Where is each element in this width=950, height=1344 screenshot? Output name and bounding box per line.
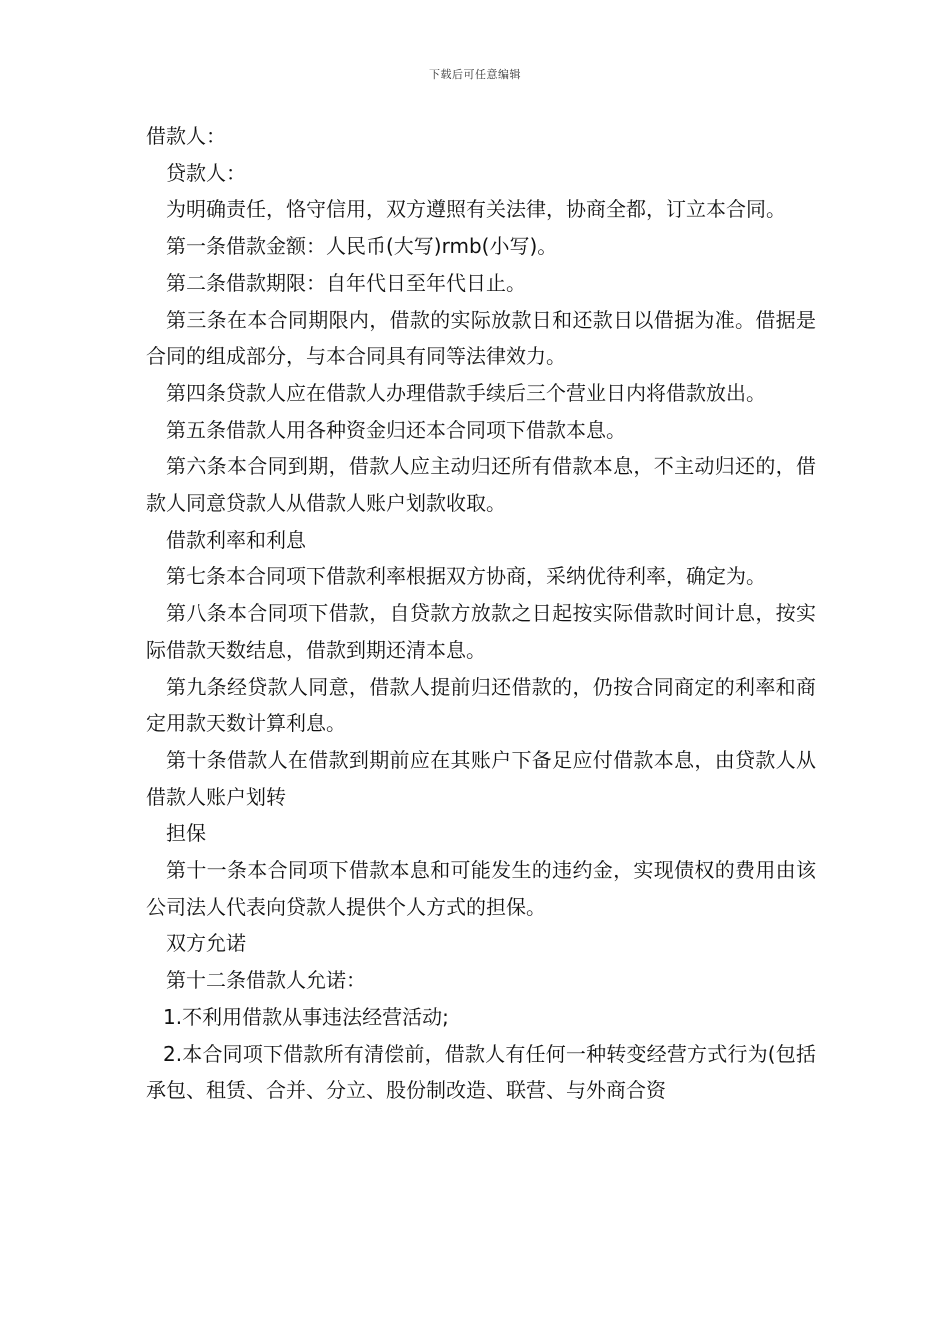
section-heading-interest: 借款利率和利息	[166, 527, 306, 552]
article-3: 第三条在本合同期限内，借款的实际放款日和还款日以借据为准。借据是合同的组成部分，与本合同具有同等法律效力。	[146, 307, 816, 369]
article-7: 第七条本合同项下借款利率根据双方协商，采纳优待利率，确定为。	[166, 564, 766, 589]
article-2: 第二条借款期限：自年代日至年代日止。	[166, 270, 526, 295]
article-1: 第一条借款金额：人民币(大写)rmb(小写)。	[166, 234, 558, 259]
document-body	[146, 118, 816, 1109]
article-11: 第十一条本合同项下借款本息和可能发生的违约金，实现债权的费用由该公司法人代表向贷款人提供个人方式的担保。	[146, 858, 816, 919]
article-10: 第十条借款人在借款到期前应在其账户下备足应付借款本息，由贷款人从借款人账户划转	[146, 747, 816, 809]
borrower-line: 借款人：	[146, 124, 226, 148]
article-12: 第十二条借款人允诺：	[166, 968, 366, 993]
page-header: 下载后可任意编辑	[429, 68, 521, 81]
commitment-item-1: 1.不利用借款从事违法经营活动;	[163, 1004, 449, 1029]
article-5: 第五条借款人用各种资金归还本合同项下借款本息。	[166, 417, 626, 442]
section-heading-guarantee: 担保	[166, 821, 206, 846]
article-6: 第六条本合同到期，借款人应主动归还所有借款本息，不主动归还的，借款人同意贷款人从借款人账户划款收取。	[146, 454, 816, 516]
article-4: 第四条贷款人应在借款人办理借款手续后三个营业日内将借款放出。	[166, 380, 766, 405]
article-9: 第九条经贷款人同意，借款人提前归还借款的，仍按合同商定的利率和商定用款天数计算利息。	[146, 674, 816, 736]
lender-line: 贷款人：	[166, 160, 246, 185]
section-heading-commitments: 双方允诺	[166, 931, 246, 956]
preamble-paragraph: 为明确责任，恪守信用，双方遵照有关法律，协商全都，订立本合同。	[166, 197, 786, 222]
commitment-item-2: 2.本合同项下借款所有清偿前，借款人有任何一种转变经营方式行为(包括承包、租赁、合并、分立、股份制改造、联营、与外商合资	[146, 1041, 816, 1103]
article-8: 第八条本合同项下借款，自贷款方放款之日起按实际借款时间计息，按实际借款天数结息，借款到期还清本息。	[146, 601, 816, 662]
